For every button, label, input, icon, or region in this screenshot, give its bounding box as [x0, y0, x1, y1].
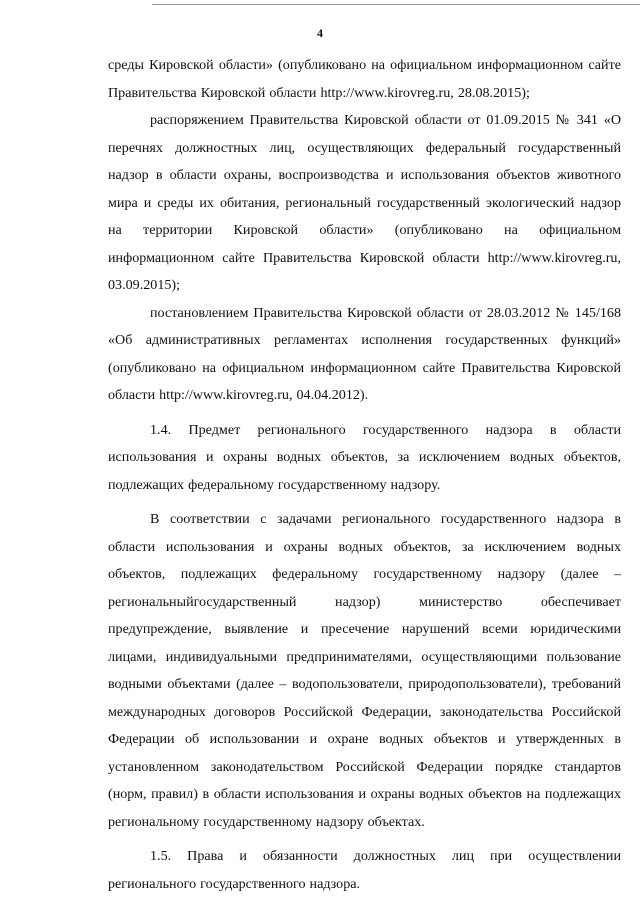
section-1-4-heading: 1.4. Предмет регионального государственного надзора в области использования и охраны водных объектов, за исключением водных объектов, подлежащих федеральному государственному надзору. — [108, 421, 621, 493]
paragraph-order-341: распоряжением Правительства Кировской области от 01.09.2015 № 341 «О перечнях должностных лиц, осуществляющих федеральный государственный надзор в области охраны, воспроизводства и использования объектов животного мира и среды их обитания, региональный государственный экологический надзор на территории Кировской области» (опубликовано на официальном информационном сайте Правительства Кировской области http://www.kirovreg.ru, 03.09.2015); — [108, 112, 621, 293]
paragraph-supervision-tasks: В соответствии с задачами регионального государственного надзора в области использования и охраны водных объектов, за исключением водных объектов, подлежащих федеральному государственному надзору (далее – региональныйгосударственный надзор) министерство обеспечивает предупреждение, выявление и пресечение нарушений всеми юридическими лицами, индивидуальными предпринимателями, осуществляющими пользование водными объектами (далее – водопользователи, природопользователи), требований международных договоров Российской Федерации, законодательства Российской Федерации об использовании и охране водных объектов и утвержденных в установленном законодательством Российской Федерации порядке стандартов (норм, правил) в области использования и охраны водных объектов на подлежащих региональному государственному надзору объектах. — [108, 511, 621, 830]
document-body — [108, 52, 621, 898]
paragraph-continued: среды Кировской области» (опубликовано на официальном информационном сайте Правительства Кировской области http://www.kirovreg.ru, 28.08.2015); — [108, 57, 621, 101]
section-1-5-heading: 1.5. Права и обязанности должностных лиц при осуществлении регионального государственного надзора. — [108, 848, 621, 892]
paragraph-resolution-145-168: постановлением Правительства Кировской области от 28.03.2012 № 145/168 «Об административных регламентах исполнения государственных функций» (опубликовано на официальном информационном сайте Правительства Кировской области http://www.kirovreg.ru, 04.04.2012). — [108, 304, 621, 403]
top-rule — [152, 4, 640, 5]
page-number: 4 — [317, 26, 323, 40]
